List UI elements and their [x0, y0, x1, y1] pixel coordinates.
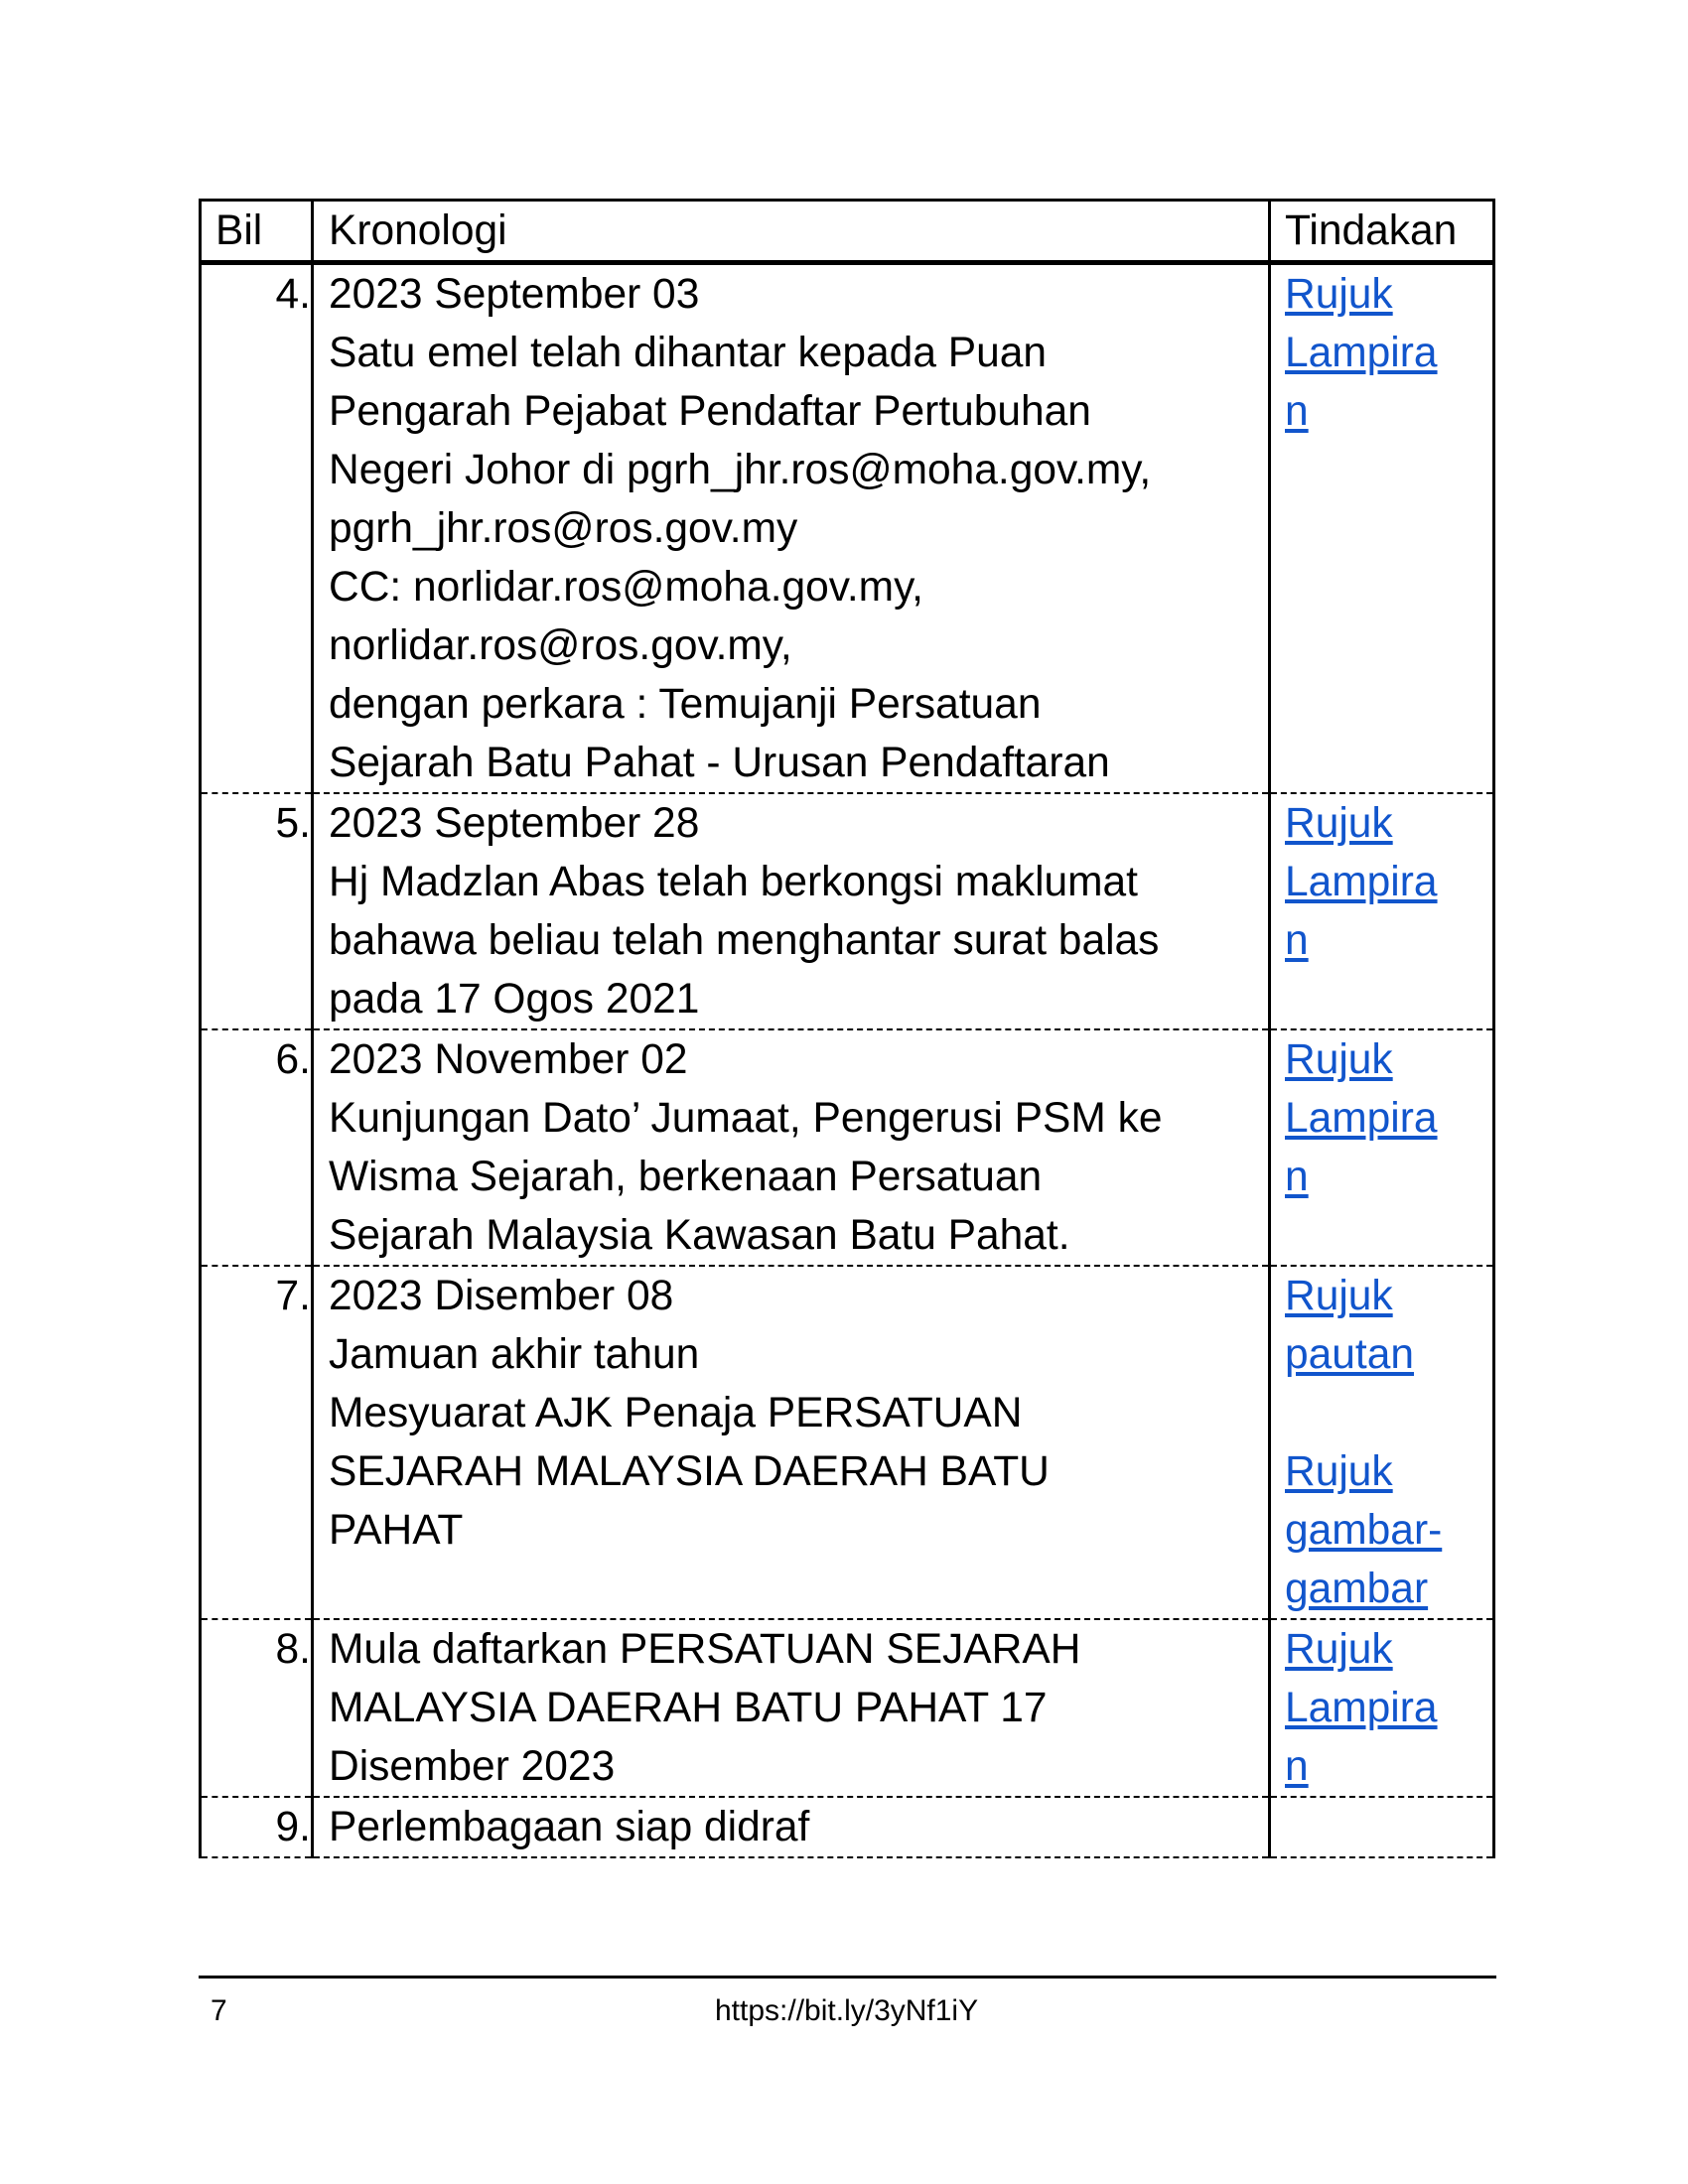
footer-url: https://bit.ly/3yNf1iY	[715, 1994, 979, 2027]
link-line: Rujuk	[1285, 1273, 1393, 1319]
table-row	[201, 1029, 1494, 1266]
row-kronologi	[313, 263, 1270, 794]
link-line: pautan	[1285, 1331, 1414, 1378]
table-row	[201, 793, 1494, 1029]
table-header-row	[201, 201, 1494, 263]
spacer	[1285, 1384, 1492, 1442]
row-tindakan	[1270, 263, 1494, 794]
footer-divider	[199, 1976, 1496, 1979]
link-line: Rujuk	[1285, 271, 1393, 318]
link-line: gambar-	[1285, 1507, 1443, 1554]
kronologi-line: Wisma Sejarah, berkenaan Persatuan	[329, 1154, 1043, 1200]
kronologi-line: 2023 Disember 08	[329, 1273, 674, 1319]
row-number: 5.	[201, 793, 313, 1029]
kronologi-line: Sejarah Malaysia Kawasan Batu Pahat.	[329, 1212, 1070, 1259]
table-row	[201, 1266, 1494, 1619]
rujuk-lampiran-link[interactable]	[1285, 794, 1492, 970]
link-line: Rujuk	[1285, 1448, 1393, 1495]
link-line: Lampira	[1285, 1685, 1438, 1731]
kronologi-line: CC: norlidar.ros@moha.gov.my,	[329, 564, 923, 611]
row-tindakan	[1270, 1029, 1494, 1266]
row-number: 9.	[201, 1797, 313, 1857]
kronologi-line: 2023 September 28	[329, 800, 700, 847]
kronologi-line: pada 17 Ogos 2021	[329, 976, 700, 1023]
row-kronologi	[313, 1029, 1270, 1266]
table-row	[201, 1619, 1494, 1797]
link-line: n	[1285, 917, 1309, 964]
header-kronologi: Kronologi	[313, 201, 1270, 263]
kronologi-line: Mula daftarkan PERSATUAN SEJARAH	[329, 1626, 1081, 1673]
header-tindakan: Tindakan	[1270, 201, 1494, 263]
kronologi-line: Sejarah Batu Pahat - Urusan Pendaftaran	[329, 740, 1110, 786]
table-row	[201, 263, 1494, 794]
kronologi-line: Pengarah Pejabat Pendaftar Pertubuhan	[329, 388, 1091, 435]
row-kronologi	[313, 793, 1270, 1029]
kronologi-line: Disember 2023	[329, 1743, 616, 1790]
kronologi-line: dengan perkara : Temujanji Persatuan	[329, 681, 1042, 728]
row-kronologi	[313, 1619, 1270, 1797]
rujuk-pautan-link[interactable]	[1285, 1267, 1492, 1384]
kronologi-line: Perlembagaan siap didraf	[329, 1804, 810, 1850]
rujuk-lampiran-link[interactable]	[1285, 1030, 1492, 1206]
header-bil: Bil	[201, 201, 313, 263]
kronologi-table	[199, 199, 1495, 1858]
link-line: Rujuk	[1285, 1036, 1393, 1083]
row-number: 6.	[201, 1029, 313, 1266]
row-tindakan	[1270, 1266, 1494, 1619]
kronologi-line: SEJARAH MALAYSIA DAERAH BATU	[329, 1448, 1050, 1495]
link-line: Lampira	[1285, 859, 1438, 905]
row-number: 4.	[201, 263, 313, 794]
link-line: Rujuk	[1285, 800, 1393, 847]
table-row	[201, 1797, 1494, 1857]
kronologi-line: 2023 September 03	[329, 271, 700, 318]
row-number: 8.	[201, 1619, 313, 1797]
kronologi-line: Mesyuarat AJK Penaja PERSATUAN	[329, 1390, 1023, 1436]
row-tindakan	[1270, 1619, 1494, 1797]
kronologi-line: Negeri Johor di pgrh_jhr.ros@moha.gov.my,	[329, 447, 1152, 493]
link-line: Rujuk	[1285, 1626, 1393, 1673]
link-line: n	[1285, 1154, 1309, 1200]
kronologi-line: pgrh_jhr.ros@ros.gov.my	[329, 505, 798, 552]
rujuk-lampiran-link[interactable]	[1285, 1620, 1492, 1796]
link-line: Lampira	[1285, 1095, 1438, 1142]
page-number: 7	[211, 1994, 227, 2027]
row-tindakan-empty	[1270, 1797, 1494, 1857]
kronologi-line: bahawa beliau telah menghantar surat balas	[329, 917, 1160, 964]
link-line: gambar	[1285, 1566, 1429, 1612]
rujuk-gambar-link[interactable]	[1285, 1442, 1492, 1618]
kronologi-line: 2023 November 02	[329, 1036, 688, 1083]
row-kronologi	[313, 1266, 1270, 1619]
kronologi-line: norlidar.ros@ros.gov.my,	[329, 622, 792, 669]
row-number: 7.	[201, 1266, 313, 1619]
row-kronologi	[313, 1797, 1270, 1857]
kronologi-line: Jamuan akhir tahun	[329, 1331, 700, 1378]
rujuk-lampiran-link[interactable]	[1285, 265, 1492, 441]
kronologi-line: Satu emel telah dihantar kepada Puan	[329, 330, 1048, 376]
link-line: n	[1285, 1743, 1309, 1790]
link-line: n	[1285, 388, 1309, 435]
kronologi-line: Kunjungan Dato’ Jumaat, Pengerusi PSM ke	[329, 1095, 1163, 1142]
row-tindakan	[1270, 793, 1494, 1029]
link-line: Lampira	[1285, 330, 1438, 376]
kronologi-line: PAHAT	[329, 1507, 464, 1554]
kronologi-line: Hj Madzlan Abas telah berkongsi maklumat	[329, 859, 1138, 905]
kronologi-line: MALAYSIA DAERAH BATU PAHAT 17	[329, 1685, 1048, 1731]
